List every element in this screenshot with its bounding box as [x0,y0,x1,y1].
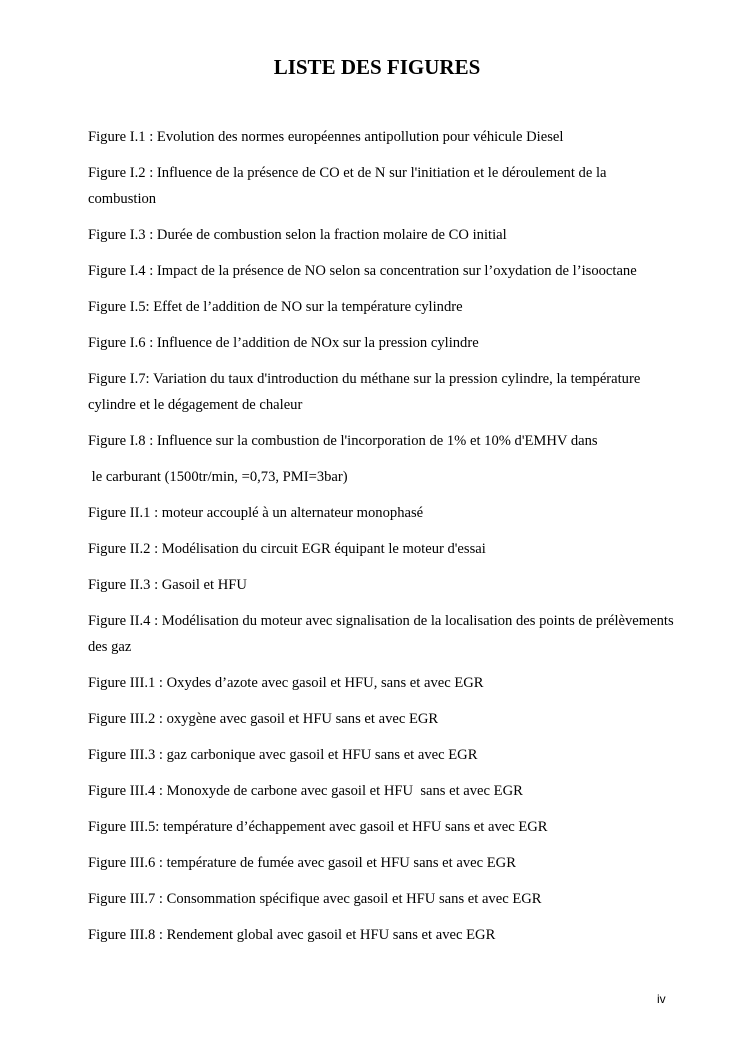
figure-entry-i-5: Figure I.5: Effet de l’addition de NO sur la température cylindre [88,299,463,315]
figure-entry-iii-8: Figure III.8 : Rendement global avec gasoil et HFU sans et avec EGR [88,927,496,943]
figure-entry-iii-1: Figure III.1 : Oxydes d’azote avec gasoil et HFU, sans et avec EGR [88,675,484,691]
figure-entry-ii-4: Figure II.4 : Modélisation du moteur avec signalisation de la localisation des points de prélèvements des gaz [88,613,674,655]
figure-entry-i-8: Figure I.8 : Influence sur la combustion de l'incorporation de 1% et 10% d'EMHV dans [88,433,598,449]
figure-entry-iii-5: Figure III.5: température d’échappement avec gasoil et HFU sans et avec EGR [88,819,548,835]
figure-entry-ii-2: Figure II.2 : Modélisation du circuit EGR équipant le moteur d'essai [88,541,486,557]
figure-entry-i-7: Figure I.7: Variation du taux d'introduction du méthane sur la pression cylindre, la température cylindre et le dégagement de chaleur [88,371,641,413]
figure-entry-ii-1: Figure II.1 : moteur accouplé à un alternateur monophasé [88,505,424,521]
figure-entry-ii-3: Figure II.3 : Gasoil et HFU [88,577,247,593]
figure-entry-iii-7: Figure III.7 : Consommation spécifique avec gasoil et HFU sans et avec EGR [88,891,542,907]
figure-entry-i-6: Figure I.6 : Influence de l’addition de NOx sur la pression cylindre [88,335,479,351]
figure-entry-iii-3: Figure III.3 : gaz carbonique avec gasoil et HFU sans et avec EGR [88,747,478,763]
figure-entry-iii-4: Figure III.4 : Monoxyde de carbone avec gasoil et HFU sans et avec EGR [88,783,523,799]
figure-entry-i-8-continuation: le carburant (1500tr/min, =0,73, PMI=3bar) [88,469,348,485]
page-number: iv [657,992,666,1006]
figure-entry-iii-2: Figure III.2 : oxygène avec gasoil et HFU sans et avec EGR [88,711,439,727]
page-title: LISTE DES FIGURES [273,55,481,79]
figure-entry-i-4: Figure I.4 : Impact de la présence de NO selon sa concentration sur l’oxydation de l’isooctane [88,263,637,279]
figure-entry-i-3: Figure I.3 : Durée de combustion selon la fraction molaire de CO initial [88,227,507,243]
figure-entry-iii-6: Figure III.6 : température de fumée avec gasoil et HFU sans et avec EGR [88,855,516,871]
figure-entry-i-2: Figure I.2 : Influence de la présence de CO et de N sur l'initiation et le déroulement de la combustion [88,165,607,207]
figure-entry-i-1: Figure I.1 : Evolution des normes européennes antipollution pour véhicule Diesel [88,129,564,145]
figure-list [88,124,678,958]
